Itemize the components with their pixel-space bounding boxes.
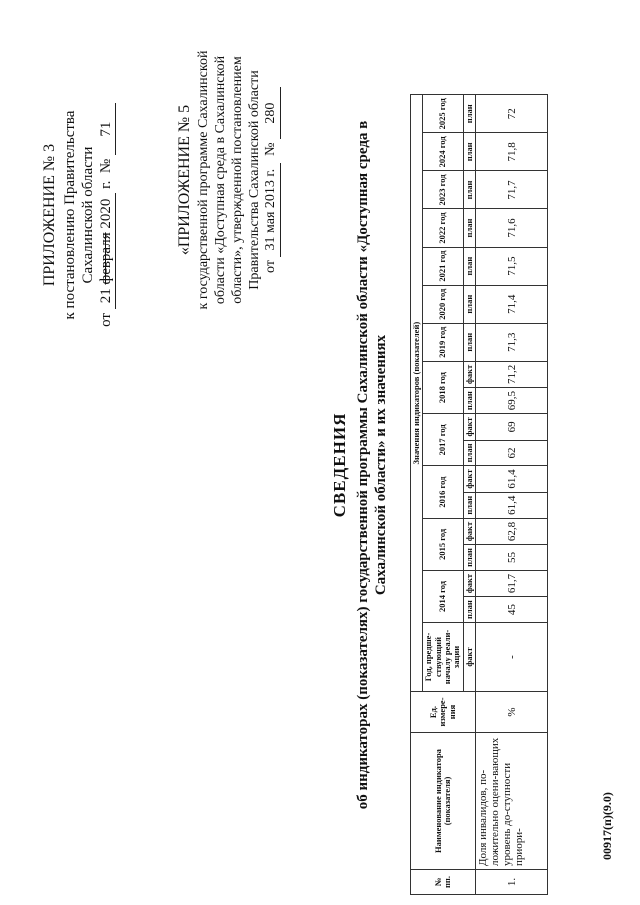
appendix-5-header: [175, 15, 281, 345]
appendix-3-number: 71: [97, 103, 116, 155]
col-header-plan: план: [463, 323, 475, 361]
value-2017-fact: 69: [476, 414, 548, 440]
col-header-plan: план: [463, 247, 475, 285]
value-2015-plan: 55: [476, 545, 548, 571]
value-2016-plan: 61,4: [476, 492, 548, 518]
col-header-plan: план: [463, 285, 475, 323]
col-header-fact: факт: [463, 414, 475, 440]
value-2019-plan: 71,3: [476, 323, 548, 361]
indicator-name: Доля инвалидов, по-ложительно оцени-вающих уровень до-ступности приори-: [476, 733, 548, 870]
appendix-5-title: «ПРИЛОЖЕНИЕ № 5: [176, 104, 193, 256]
col-header-year: 2017 год: [423, 414, 463, 466]
col-header-year: 2016 год: [423, 466, 463, 519]
appendix-3-day: 21: [98, 288, 115, 304]
col-header-fact: факт: [463, 518, 475, 544]
value-2022-plan: 71,6: [476, 209, 548, 247]
heading-line2: Сахалинской области» и их значениях: [373, 334, 390, 596]
col-header-values-group: Значения индикаторов (показателей): [411, 95, 423, 692]
appendix-3-date: [97, 193, 116, 310]
heading-title: СВЕДЕНИЯ: [330, 412, 349, 518]
appendix-5-line4: Правительства Сахалинской области: [246, 70, 262, 290]
col-header-base-year: Год, предше-ствующий началу реали-зации: [423, 623, 463, 692]
value-2024-plan: 71,8: [476, 133, 548, 171]
appendix-5-line1: к государственной программе Сахалинской: [196, 50, 212, 310]
col-header-year: 2018 год: [423, 361, 463, 414]
value-2014-fact: 61,7: [476, 570, 548, 596]
col-header-plan: план: [463, 171, 475, 209]
row-number: 1.: [476, 870, 548, 895]
base-year-fact: -: [476, 623, 548, 692]
indicator-unit: %: [476, 692, 548, 733]
appendix-5-number: 280: [263, 87, 281, 139]
document-heading: [330, 85, 390, 845]
col-header-year: 2023 год: [423, 171, 463, 209]
col-header-plan: план: [463, 209, 475, 247]
col-header-year: 2014 год: [423, 570, 463, 622]
document-code: 00917(п)(9.0): [600, 792, 614, 860]
col-header-fact: факт: [463, 570, 475, 596]
appendix-3-line2: Сахалинской области: [80, 146, 97, 284]
appendix-3-date-line: [97, 45, 116, 385]
appendix-3-year: 2020: [98, 198, 115, 229]
col-header-year: 2022 год: [423, 209, 463, 247]
col-header-year: 2024 год: [423, 133, 463, 171]
appendix-5-line2: области «Доступная среда в Сахалинской: [212, 55, 228, 305]
col-header-year: 2021 год: [423, 247, 463, 285]
col-header-plan: план: [463, 388, 475, 414]
col-header-plan: план: [463, 492, 475, 518]
col-header-plan: план: [463, 545, 475, 571]
value-2023-plan: 71,7: [476, 171, 548, 209]
col-header-fact: факт: [463, 466, 475, 492]
appendix-3-line1: к постановлению Правительства: [62, 110, 79, 320]
appendix-3-title: ПРИЛОЖЕНИЕ № 3: [41, 143, 58, 287]
col-header-year: 2015 год: [423, 518, 463, 570]
appendix-5-date: 31 мая 2013 г.: [263, 163, 281, 257]
col-header-year: 2020 год: [423, 285, 463, 323]
col-header-fact: факт: [463, 361, 475, 387]
appendix-3-number-sign: №: [98, 158, 115, 174]
col-header-plan: план: [463, 440, 475, 466]
appendix-3-header: [40, 45, 116, 385]
col-header-plan: план: [463, 597, 475, 623]
value-2021-plan: 71,5: [476, 247, 548, 285]
col-header-plan: план: [463, 95, 475, 133]
value-2018-fact: 71,2: [476, 361, 548, 387]
indicators-table: [410, 94, 548, 895]
appendix-3-year-suffix: г.: [98, 180, 115, 189]
col-header-name: Наименование индикатора (показателя): [411, 733, 476, 870]
value-2016-fact: 61,4: [476, 466, 548, 492]
value-2020-plan: 71,4: [476, 285, 548, 323]
appendix-5-date-prefix: от: [263, 260, 279, 273]
col-header-no: № пп.: [411, 870, 476, 895]
appendix-5-line3: области», утвержденной постановлением: [229, 56, 245, 304]
col-header-unit: Ед. измере-ния: [411, 692, 476, 733]
value-2025-plan: 72: [476, 95, 548, 133]
value-2014-plan: 45: [476, 597, 548, 623]
appendix-5-date-line: [263, 15, 281, 345]
value-2017-plan: 62: [476, 440, 548, 466]
appendix-3-month: февраля: [98, 232, 115, 285]
col-header-year: 2025 год: [423, 95, 463, 133]
col-header-year: 2019 год: [423, 323, 463, 361]
col-header-fact: факт: [463, 623, 475, 692]
value-2015-fact: 62,8: [476, 518, 548, 544]
value-2018-plan: 69,5: [476, 388, 548, 414]
appendix-3-date-prefix: от: [98, 313, 115, 327]
col-header-plan: план: [463, 133, 475, 171]
appendix-5-number-sign: №: [263, 142, 279, 156]
heading-line1: об индикаторах (показателях) государственной программы Сахалинской области «Доступная среда в: [355, 120, 372, 810]
table-row: [476, 95, 548, 895]
